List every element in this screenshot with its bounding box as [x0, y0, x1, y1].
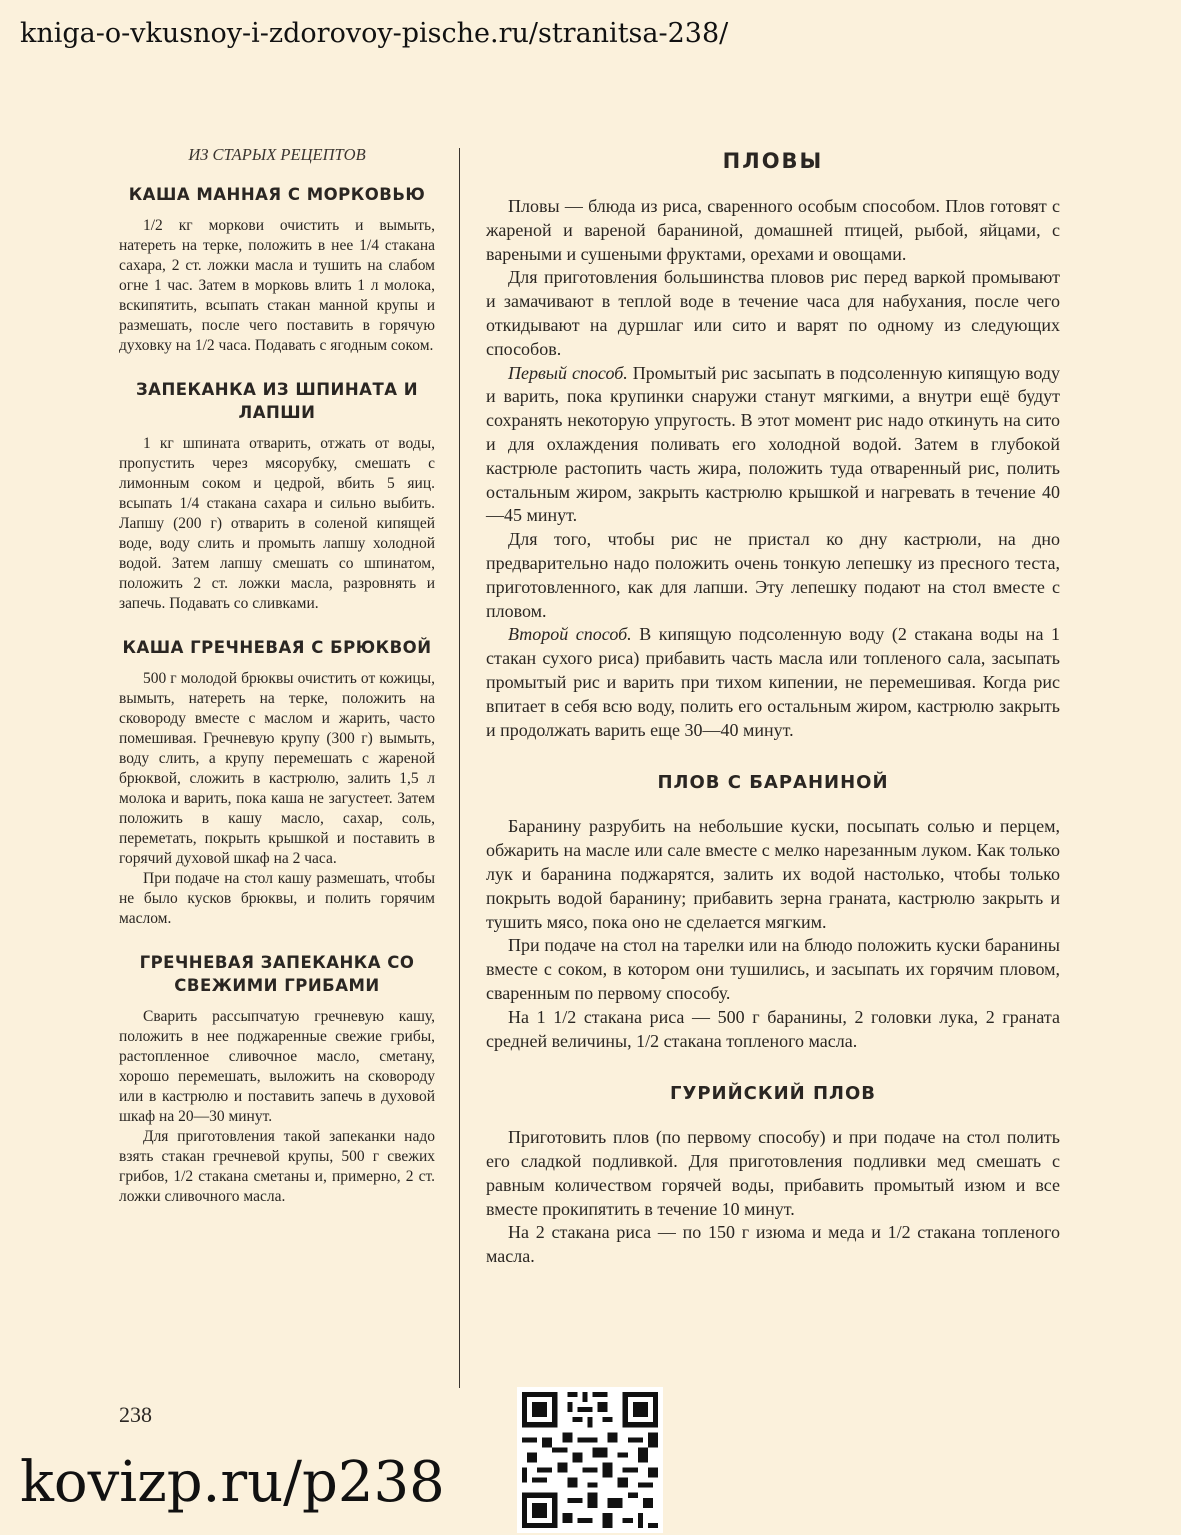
- recipe-buckwheat-rutabaga: [119, 636, 435, 929]
- short-link[interactable]: kovizp.ru/p238: [20, 1450, 445, 1515]
- recipe-title: ГРЕЧНЕВАЯ ЗАПЕКАНКА СО СВЕЖИМИ ГРИБАМИ: [139, 953, 415, 995]
- recipe-semolina-carrot: [119, 183, 435, 356]
- recipe-title-lamb-pilaf: ПЛОВ С БАРАНИНОЙ: [657, 772, 889, 794]
- top-url-link[interactable]: kniga-o-vkusnoy-i-zdorovoy-pische.ru/stranitsa-238/: [20, 18, 729, 49]
- right-column: [486, 145, 1060, 1269]
- method-one-text: Промытый рис засыпать в подсоленную кипящую воду и варить, пока крупинки снаружи станут мягкими, а внутри ещё будут сохранять некоторую упругость. В этот момент рис надо откинуть на сито и для охлаждения поливать его холодной водой. Затем в глубокой кастрюле растопить часть жира, положить туда отваренный рис, полить остальным жиром, закрыть кастрюлю крышкой и нагревать в течение 40—45 минут.: [486, 362, 1061, 526]
- recipe-title: КАША ГРЕЧНЕВАЯ С БРЮКВОЙ: [122, 638, 432, 657]
- page-number: 238: [119, 1402, 152, 1427]
- recipe-text: 1 кг шпината отварить, отжать от воды, пропустить через мясорубку, смешать с лимонным соком и цедрой, вбить 5 яиц. всыпать 1/4 стакана сахара и сильно выбить. Лапшу (200 г) отварить в соленой кипящей воде, воду слить и промыть лапшу холодной водой. Затем лапшу смешать со шпинатом, положить 2 ст. ложки масла, разровнять и запечь. Подавать со сливками.: [119, 435, 435, 612]
- chapter-title: ПЛОВЫ: [722, 149, 824, 173]
- recipe-text: На 2 стакана риса — по 150 г изюма и меда и 1/2 стакана топленого масла.: [486, 1222, 1060, 1267]
- method-one-label: Первый способ.: [508, 362, 628, 383]
- recipe-text: Приготовить плов (по первому способу) и при подаче на стол полить его сладкой подливкой. Для приготовления подливки мед смешать с равным количеством горячей воды, прибавить промытый изюм и все вместе прокипятить в течение 10 минут.: [486, 1127, 1060, 1219]
- qr-code-icon[interactable]: [517, 1387, 663, 1533]
- section-kicker: ИЗ СТАРЫХ РЕЦЕПТОВ: [188, 145, 366, 164]
- recipe-text: На 1 1/2 стакана риса — 500 г баранины, 2 головки лука, 2 граната средней величины, 1/2 стакана топленого масла.: [486, 1006, 1060, 1051]
- recipe-text: Сварить рассыпчатую гречневую кашу, положить в нее поджаренные свежие грибы, растопленное сливочное масло, сметану, хорошо перемешать, выложить на сковороду или в кастрюлю и поставить запечь в духовой шкаф на 20—30 минут.: [119, 1008, 435, 1125]
- recipe-text: При подаче на стол кашу размешать, чтобы не было кусков брюквы, и полить горячим маслом.: [119, 870, 435, 927]
- recipe-title-gurian-pilaf: ГУРИЙСКИЙ ПЛОВ: [669, 1083, 877, 1105]
- method-two-text: В кипящую подсоленную воду (2 стакана воды на 1 стакан сухого риса) прибавить часть масла или топленого сала, засыпать промытый рис и варить при тихом кипении, не перемешивая. Когда рис впитает в себя всю воду, полить его остальным жиром, кастрюлю закрыть и продолжать варить еще 30—40 минут.: [486, 624, 1061, 740]
- recipe-title: ЗАПЕКАНКА ИЗ ШПИНАТА И ЛАПШИ: [135, 380, 419, 422]
- recipe-text: При подаче на стол на тарелки или на блюдо положить куски баранины вместе с соком, в котором они тушились, и засыпать их горячим пловом, сваренным по первому способу.: [486, 935, 1060, 1003]
- method-one-note: Для того, чтобы рис не пристал ко дну кастрюли, на дно предварительно надо положить очень тонкую лепешку из пресного теста, приготовленного, как для лапши. Эту лепешку подают на стол вместе с пловом.: [486, 529, 1060, 621]
- recipe-text: Для приготовления такой запеканки надо взять стакан гречневой крупы, 500 г свежих грибов, 1/2 стакана сметаны и, примерно, 2 ст. ложки сливочного масла.: [119, 1128, 435, 1205]
- method-one-paragraph: [486, 362, 1060, 529]
- recipe-spinach-noodle-casserole: [119, 378, 435, 614]
- method-two-label: Второй способ.: [508, 624, 632, 645]
- recipe-text: 500 г молодой брюквы очистить от кожицы, вымыть, натереть на терке, положить на сковороду вместе с маслом и жарить, часто помешивая. Гречневую крупу (300 г) вымыть, воду слить, а крупу перемешать с жареной брюквой, сложить в кастрюлю, залить 1,5 л молока и варить, пока каша не загустеет. Затем положить в кашу масло, сахар, соль, переметать, покрыть крышкой и поставить в горячий духовой шкаф на 2 часа.: [119, 670, 435, 867]
- recipe-title: КАША МАННАЯ С МОРКОВЬЮ: [128, 185, 426, 204]
- left-column: [119, 145, 435, 1229]
- intro-paragraph: Для приготовления большинства пловов рис перед варкой промывают и замачивают в теплой воде в течение часа для набухания, после чего откидывают на дуршлаг или сито и варят по одному из следующих способов.: [486, 267, 1060, 359]
- column-divider: [459, 148, 460, 1388]
- intro-paragraph: Пловы — блюда из риса, сваренного особым способом. Плов готовят с жареной и вареной бараниной, домашней птицей, рыбой, яйцами, с вареными и сушеными фруктами, орехами и овощами.: [486, 196, 1060, 264]
- recipe-text: 1/2 кг моркови очистить и вымыть, натереть на терке, положить в нее 1/4 стакана сахара, 2 ст. ложки масла и тушить на слабом огне 1 час. Затем в морковь влить 1 л молока, вскипятить, всыпать стакан манной крупы и размешать, после чего поставить в горячую духовку на 1/2 часа. Подавать с ягодным соком.: [119, 217, 435, 354]
- recipe-text: Баранину разрубить на небольшие куски, посыпать солью и перцем, обжарить на масле или сале вместе с мелко нарезанным луком. Как только лук и баранина поджарятся, залить их водой настолько, чтобы только покрыть водой баранину; прибавить зерна граната, кастрюлю закрыть и тушить мясо, пока оно не сделается мягким.: [486, 816, 1060, 932]
- method-two-paragraph: [486, 623, 1060, 742]
- recipe-buckwheat-mushroom-casserole: [119, 951, 435, 1207]
